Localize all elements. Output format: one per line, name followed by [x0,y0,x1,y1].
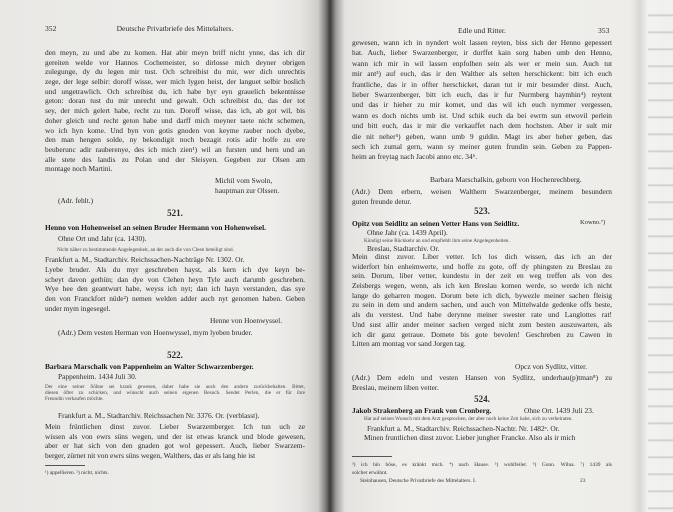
signature: Opcz von Sydlitz, vitter. [515,362,588,371]
text-line: geton: doran tust du mir unrecht und gewalt. Och schreibist du, das der tot [45,96,305,106]
text-line: scheyt davon gethün; dan dye von Clehen heyn Tyle auch darumb geschreben. [45,274,305,284]
text-line: Hat auf seinen Wunsch mit dem Arzt gesprochen, der aber noch keine Zeit habe, sich zu verheiraten. [364,416,573,422]
text-line: lange do geharren mogen. Dorum bete ich dich, bywezle meiner sachen fleisig [352,290,612,300]
letter-heading: Jakob Strakenberg an Frank von Cronberg. [352,406,492,415]
text-line: Mein dinst zuvor. Liber vetter. Ich los dich wissen, das ich an der [352,252,612,261]
page-number: 353 [598,26,610,35]
text-line: Kündigt seine Rückkehr an und empfiehlt ihm seine Angelegenheiten. [364,238,510,244]
text-line: heim an freytag nach Jacobi anno etc. 34⁶. [352,152,478,162]
text-line: zulegunge, dy du legen mir tust. Och schreibist du mir, wer dich unrechtis [45,67,305,77]
text-line: Wye hee den geantwurt habe, weyss ich nyt; dan ich hayn verstanden, das sye [45,284,305,294]
text-line: Freundin verkaufen möchte. [45,396,104,402]
page-number: 352 [45,24,57,33]
letter-number: 524. [474,394,490,404]
text-line: zege, der lege selbir: doroff wisse, wer mich lygen heist, der languet selbir boslich [45,77,305,87]
adjacent-page-edges [648,0,673,512]
text-line: frantliche, das ir in offter herschicket, daran tut ir mir besunder dinst. Auch, [352,79,612,89]
text-line: berger, zürnet nit von ewrs süns wegen, Walthers, das er als lang hie ist [45,451,256,461]
text-line: als du verstest. Und habe derynne meiner swester rate und Langlottes rat! [352,310,612,320]
text-line: Und sust allir ander meiner sachen verged nicht zum besten auszuwarten, als [352,319,612,329]
text-line: den von Franckfort nüde²) nemen welden adder auch nyt genomen haben. Geben [45,294,305,304]
text-line: wann ich mir in wil lassen enpfolhen sein als wer er mein sun. Auch tut [352,58,612,68]
text-line: (Adr.) Dem erbern, weisen Walthern Swarzenberger, meinem besundern [352,187,612,196]
source: Breslau, Stadtarchiv. Or. [367,244,440,253]
footnote-rule [45,465,85,466]
footnote-rule [352,456,392,457]
text-line: wo ich hyn kome. Und byn von gotis gnoden von keyme rauber noch dyebe, [45,125,305,135]
text-line: und bitt euch, das ir mir die verkauffet nach dem hochsten. Aber ir sult mir [352,121,612,131]
summary [45,384,305,402]
text-line: aber er hat sich von den gnaden got wol gepessert. Auch, lieber Swarzem- [45,441,305,451]
text-line: sech ich zumal gern, wann sy meiner guten frundin sein. Geben zu Pappen- [352,141,612,151]
text-line: zu sein in dem und andern sachen, und auch von Mittelwalde gedenke offs beste, [352,300,612,310]
source: Frankfurt a. M., Stadtarchiv. Reichssachen-Nachtr. Nr. 1482ᵃ. Or. [367,424,560,433]
place-date: Pappenheim. 1434 Juli 30. [58,372,137,381]
continuation-text [45,48,305,174]
text-line: alle stete des landis zu Polan und der Sleisyen. Gegeben zur Olsen am [45,154,305,164]
text-line: Breslau, meinem liben vetter. [352,383,439,393]
text-line: gereiten welde vor Hannos Cochemeister, so dirlosse mich deyner obrigen [45,57,305,67]
text-line: Lyebe bruder. Als du myr geschreben hayst, als kern ich dye keyn be- [45,265,305,274]
address-note: (Adr. fehlt.) [58,196,94,205]
address [352,187,612,208]
date: Ohne Jahr (ca. 1439 April). [367,228,448,237]
summary [352,416,624,422]
text-line: die nit neher⁵) geben, wann umb 9 guldin. Magt irs aber heher geben, das [352,131,612,141]
text-line: solcher erwähnt. [352,470,388,476]
text-line: gewesen, wann ich in nyndert wolt lassen reyten, biss sich der Henno gepessert [352,38,612,47]
text-line: ich dir ganz getraue. Domete bis gote bevolen! Geschreben zu Cawen in [352,329,612,339]
text-line: montage noch Martini. [45,164,113,174]
continuation-text [352,38,612,163]
text-line: Mein früntlichen dinst zuvor. Lieber Swarzemberger. Ich tun uch ze [45,422,305,431]
text-line: Minen fruntlichen dinst zuvor. Lieber jungher Francke. Also als ir mich [364,433,576,442]
letter-heading: Opitz von Seidlitz an seinen Vetter Hans von Seidlitz. [352,219,520,228]
text-line: widerfort bin enheimwerte, und hoffe zu gote, off dy phingsten zu Breslau zu [352,261,612,271]
text-line: diesen öfter zu schicken, und wünscht auch seinen eigenen Besuch. Sendet Perlen, die er für ihre [45,390,305,396]
text-line: Der eine seiner Söhne sei krank gewesen, daher habe sie auch den andern zurückbehalten. Bittet, [45,384,305,390]
footnotes [45,469,305,477]
address: (Adr.) Dem vesten Herman von Hoenwyssel, mym lyeben bruder. [58,328,253,337]
signature: Barbara Marschalkin, geborn von Hochenrechberg. [430,175,582,184]
address [352,373,612,394]
text-line: wann es doch nichts umb ist. Und schik euch da bei ewrm sun etwovil perlein [352,110,612,120]
letter-heading: Henno von Hohenweisel an seinen Bruder Hermann von Hohenweisel. [45,223,266,232]
text-line: under mym ingesegel. [45,303,111,313]
letter-heading: Barbara Marschalk von Pappenheim an Walter Schwarzenberger. [45,362,254,371]
text-line: Nicht näher zu bestimmende Angelegenheit, an der auch die von Cleen beteiligt sind. [57,247,234,253]
signature: Michil vom Swoln, [215,176,273,185]
letter-body [352,433,624,443]
text-line: mir ant³) auf euch, das ir den Walther als selten herschickent: bitt ich euch [352,69,612,79]
sheet-number: 23 [580,478,586,484]
text-line: sein. Dorum, liber vetter, kundestu in der zeit en weg treffen als von des [352,271,612,281]
place: Kowno.⁷) [580,219,606,226]
letter-number: 522. [167,350,183,360]
running-title: Deutsche Privatbriefe des Mittelalters. [116,24,234,33]
text-line: den meyn, zu und abe zu komen. Hat abir meyn briff nicht ynne, das ich dir [45,48,305,57]
text-line: wissen als von ewrs süns wegen, und der ist etwas kranck und blode gewesen, [45,431,305,441]
signature-title: hauptman zur Olssen. [215,186,280,195]
source: Frankfurt a. M., Stadtarchiv. Reichssachen-Nachträge Nr. 1302. Or. [45,255,245,264]
place-date: Ohne Ort und Jahr (ca. 1430). [58,234,147,243]
text-line: und das ir hieher zu mir komet, und das wil ich euch nymmer vergessen, [352,100,612,110]
place-date: Ohne Ort. 1439 Juli 23. [524,406,594,415]
source: Frankfurt a. M., Stadtarchiv. Reichssachen Nr. 3376. Or. (verblasst). [58,411,260,420]
letter-number: 523. [474,206,490,216]
letter-number: 521. [167,208,183,218]
footnotes [352,461,612,477]
letter-body [352,252,612,349]
text-line: und ungetrawlich. Och schreibist du, ich habe byr eyn grauelich bekentnisse [45,86,305,96]
text-line: hat. Auch, lieber Swarzenberger, ir durffet kain sorg haben umb den Henno, [352,48,612,58]
text-line: den man hengen solde, ny bekondigit noch bezagit rotis adir holfe zu ere [45,135,305,145]
printer-signature-line: Steinhausen, Deutsche Privatbriefe des Mittelalters. I. [360,478,477,484]
running-title: Edle und Ritter. [458,26,506,35]
text-line: lieber Swarzenberger, bitt ich euch, das ir fur Nurmberg haymhin⁴) reytent [352,89,612,99]
text-line: guten freunde detur. [352,197,412,207]
letter-body [45,422,305,461]
text-line: Litten am montag vor sand Jorgen tag. [352,339,466,349]
text-line: doher gleich und recht geton habe und darff mich meyner taete nicht schemen, [45,115,305,125]
letter-body [45,265,305,313]
text-line: sey, der mich gelert habe, recht zu tun. Doroff wisse, das ich, ab got wil, bis [45,106,305,116]
text-line: Zeisbergs wegen, wenn, als ich ken Breslau komen werde, so werde ich nicht [352,281,612,291]
signature: Henne von Hoenwyssel. [210,316,283,325]
text-line: (Adr.) Dem edeln und vesten Hansen von Sydlitz, underhau(p)tman⁸) zu [352,373,612,382]
summary [45,247,317,253]
text-line: beuberunc adir rauberenye, des ich mich zien¹) wil an fursten und hern und an [45,144,305,154]
text-line: ³) ich bin böse, es kränkt mich. ⁴) nach Hause. ⁵) wohlfeiler. ⁶) Gonn. Wilna. ⁷) 1439 als [352,462,612,468]
text-line: ¹) appellieren. ²) nicht, nichts. [45,470,109,476]
